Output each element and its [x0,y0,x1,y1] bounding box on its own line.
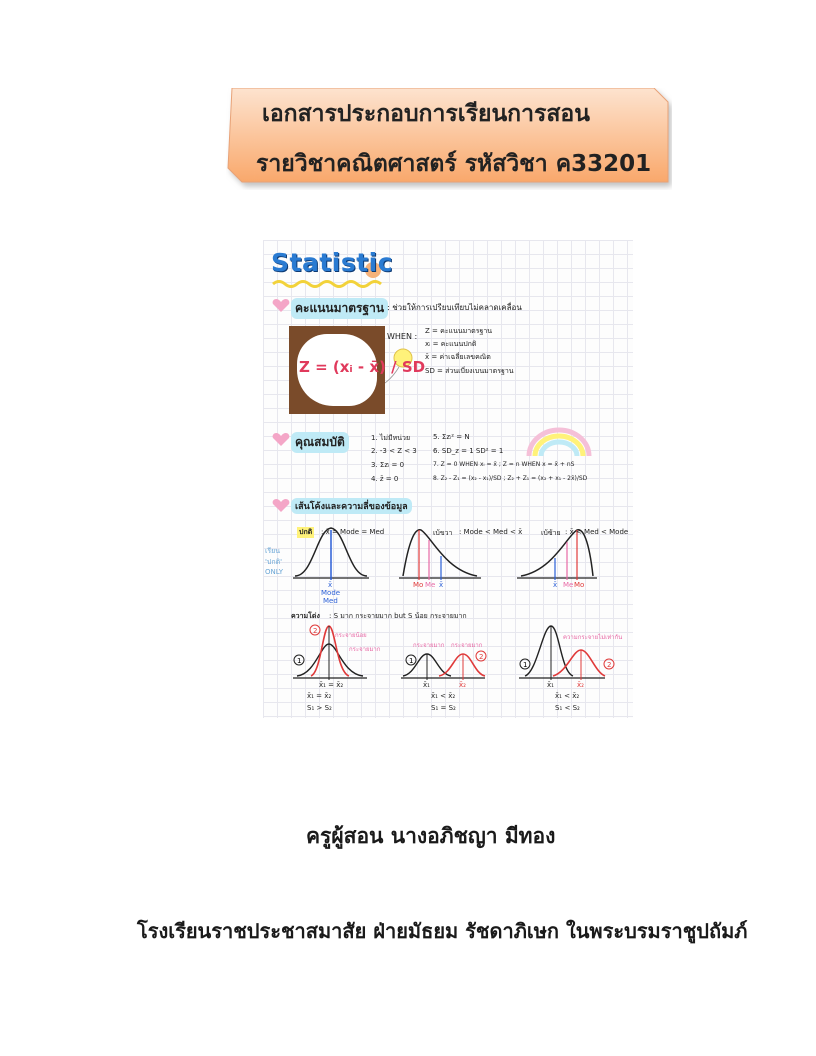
right-axis-mean: x̄ [439,581,444,589]
infographic-heading: Statistic [271,248,394,277]
title-line-1: เอกสารประกอบการเรียนการสอน [262,101,590,127]
definition-mean: x̄ = ค่าเฉลี่ยเลขคณิต [425,353,491,361]
k2-note-1: กระจายมาก [413,642,445,649]
right-axis-me: Me [425,581,436,589]
property-4: 4. z̄ = 0 [371,475,399,483]
property-7: 7. Z = 0 WHEN xᵢ = x̄ ; Z = n WHEN x = x̄ + nS [433,461,575,468]
title-banner [226,88,672,190]
property-3: 3. Σzᵢ = 0 [371,461,405,469]
definition-xi: xᵢ = คะแนนปกติ [425,340,477,348]
normal-note: เรียน 'ปกติ' ONLY [265,547,283,576]
curves-label: เส้นโค้งและความลี่ของข้อมูล [291,498,412,514]
definition-z: Z = คะแนนมาตรฐาน [425,327,493,335]
left-skew-label: เบ้ซ้าย [541,529,561,537]
normal-axis-mean: x̄ [328,581,333,589]
left-skew-rule: : x̄ < Med < Mode [565,528,629,536]
k3-note: ความกระจายไม่เท่ากัน [563,634,623,641]
k3-rel-mean: x̄₁ < x̄₂ [555,692,580,700]
k2-rel-sd: S₁ = S₂ [431,704,456,712]
left-axis-mo: Mo [574,581,585,589]
normal-axis-med: Med [323,597,338,605]
school-name: โรงเรียนราชประชาสมาสัย ฝ่ายมัธยม รัชดาภิเษก ในพระบรมราชูปถัมภ์ [137,919,748,943]
kurtosis-rule: : S มาก กระจายมาก but S น้อย กระจายมาก [329,612,467,620]
k2-axis-2: x̄₂ [459,681,466,689]
right-skew-label: เบ้ขวา [433,529,453,537]
heart-icon [273,499,290,512]
property-2: 2. -3 < Z < 3 [371,447,417,455]
right-axis-mo: Mo [413,581,424,589]
k2-rel-mean: x̄₁ < x̄₂ [431,692,456,700]
k1-axis: x̄₁ = x̄₂ [319,681,344,689]
property-5: 5. Σzᵢ² = N [433,433,470,441]
svg-text:1: 1 [523,661,528,669]
left-axis-mean: x̄ [553,581,558,589]
k3-rel-sd: S₁ < S₂ [555,704,580,712]
right-skew-rule: : Mode < Med < x̄ [459,528,523,536]
svg-text:1: 1 [409,657,414,665]
normal-axis-mode: Mode [321,589,341,597]
k1-note-2: กระจายมาก [349,646,381,653]
k2-axis-1: x̄₁ [423,681,430,689]
svg-text:1: 1 [297,657,302,665]
k1-note-1: กระจายน้อย [335,632,367,639]
normal-label: ปกติ [299,528,313,536]
kurtosis-curve-2 [401,654,485,680]
heart-icon [273,299,290,312]
heart-icon [273,433,290,446]
k3-axis-1: x̄₁ [547,681,554,689]
k3-axis-2: x̄₂ [577,681,584,689]
statistic-infographic [263,240,633,718]
standard-score-label: คะแนนมาตรฐาน [291,298,388,319]
svg-text:2: 2 [607,661,612,669]
kurtosis-label: ความโด่ง [291,612,320,620]
when-label: WHEN : [387,332,418,341]
title-line-2: รายวิชาคณิตศาสตร์ รหัสวิชา ค33201 [256,151,652,177]
properties-label: คุณสมบัติ [291,432,349,453]
standard-score-caption: : ช่วยให้การเปรียบเทียบไม่คลาดเคลื่อน [387,303,522,312]
k1-rel-sd: S₁ > S₂ [307,704,332,712]
left-axis-me: Me [563,581,574,589]
k1-rel-mean: x̄₁ = x̄₂ [307,692,332,700]
teacher-name: ครูผู้สอน นางอภิชญา มีทอง [306,824,556,848]
svg-text:2: 2 [313,627,318,635]
normal-rule: : x̄ = Mode = Med [321,528,385,536]
definition-sd: SD = ส่วนเบี่ยงเบนมาตรฐาน [425,367,514,375]
property-1: 1. ไม่มีหน่วย [371,434,411,442]
svg-text:2: 2 [479,653,484,661]
k2-note-2: กระจายมาก [451,642,483,649]
z-formula: Z = (xᵢ - x̄) / SD [299,358,426,376]
property-6: 6. SD_z = 1 SD² = 1 [433,447,504,455]
property-8: 8. Z₂ - Z₁ = (x₂ - x₁)/SD ; Z₂ + Z₁ = (x₂ + x₁ - 2x̄)/SD [433,475,588,482]
